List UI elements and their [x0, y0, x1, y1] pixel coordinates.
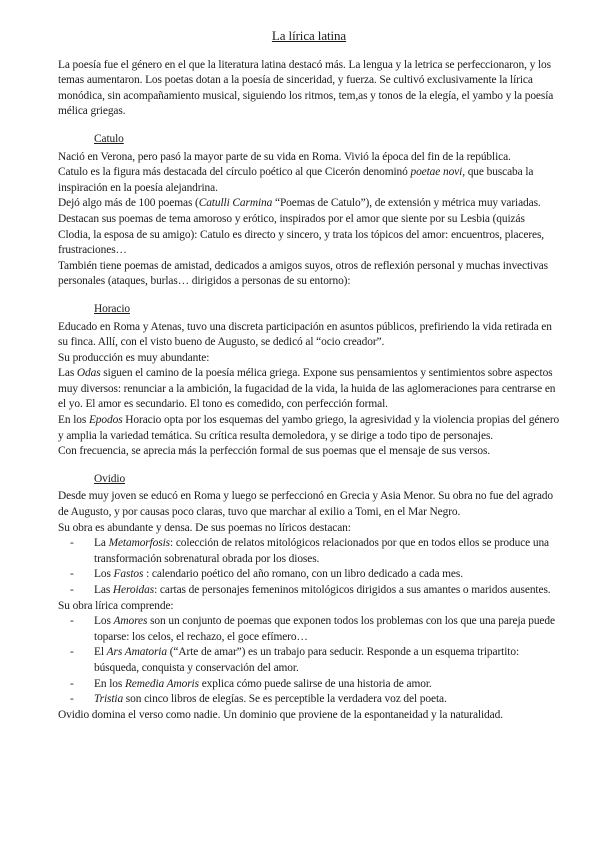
- list-item: - En los Remedia Amoris explica cómo puede salirse de una historia de amor.: [94, 677, 560, 693]
- horacio-paragraph-1: Educado en Roma y Atenas, tuvo una discreta participación en asuntos públicos, prefiriendo la vida retirada en su finca. Allí, con el visto bueno de Augusto, se dedicó al “ocio creador”.: [58, 320, 552, 349]
- list-item: - La Metamorfosis: colección de relatos mitológicos relacionados por que en todos ellos se produce una transformación sobrenatural obrada por los dioses.: [94, 536, 560, 567]
- ovidio-paragraph-2: Su obra es abundante y densa. De sus poemas no líricos destacan:: [58, 521, 351, 534]
- section-catulo: [58, 132, 560, 290]
- catulo-paragraph-2: Catulo es la figura más destacada del círculo poético al que Cicerón denominó poetae novi, que buscaba la inspiración en la poesía alejandrina.: [58, 166, 534, 194]
- ovidio-paragraph-3: Su obra lírica comprende:: [58, 599, 174, 612]
- section-heading-ovidio: Ovidio: [94, 472, 126, 485]
- horacio-paragraph-3: Las Odas siguen el camino de la poesía mélica griega. Expone sus pensamientos y sentimientos sobre aspectos muy diversos: renunciar a la ambición, la fugacidad de la vida, la huida de las aglomeraciones para centrarse en el yo. El amor es secundario. El tono es comedido, con perfección formal.: [58, 367, 556, 411]
- section-heading-horacio: Horacio: [94, 302, 130, 315]
- document-title: La lírica latina: [271, 28, 347, 43]
- section-ovidio: [58, 472, 560, 724]
- catulo-paragraph-1: Nació en Verona, pero pasó la mayor parte de su vida en Roma. Vivió la época del fin de la república.: [58, 150, 511, 163]
- list-item: - Tristia son cinco libros de elegías. Se es perceptible la verdadera voz del poeta.: [94, 692, 560, 708]
- horacio-paragraph-5: Con frecuencia, se aprecia más la perfección formal de sus poemas que el mensaje de sus versos.: [58, 445, 491, 458]
- ovidio-lyric-list: [58, 614, 560, 708]
- horacio-paragraph-4: En los Epodos Horacio opta por los esquemas del yambo griego, la agresividad y la violencia propias del género y amplia la variedad temática. Su crítica resulta demoledora, y se dirige a todo tipo de personajes.: [58, 414, 560, 442]
- list-item: - Los Amores son un conjunto de poemas que exponen todos los problemas con los que una pareja puede toparse: los celos, el rechazo, el goce efímero…: [94, 614, 560, 645]
- catulo-paragraph-5: También tiene poemas de amistad, dedicados a amigos suyos, otros de reflexión personal y muchas invectivas personales (ataques, burlas… dirigidos a personas de su entorno):: [58, 259, 548, 288]
- catulo-paragraph-4: Destacan sus poemas de tema amoroso y erótico, inspirados por el amor que siente por su Lesbia (quizás Clodia, la esposa de su amigo): Catulo es directo y sincero, y trata los tópicos del amor: encuentros, placeres, frustraciones…: [58, 212, 545, 257]
- list-item: - Los Fastos : calendario poético del año romano, con un libro dedicado a cada mes.: [94, 567, 560, 583]
- section-horacio: [58, 302, 560, 460]
- ovidio-paragraph-1: Desde muy joven se educó en Roma y luego se perfeccionó en Grecia y Asia Menor. Su obra no fue del agrado de Augusto, y por causas poco claras, tuvo que marchar al exilio a Tomi, en el Mar Negro.: [58, 490, 553, 519]
- ovidio-paragraph-4: Ovidio domina el verso como nadie. Un dominio que proviene de la espontaneidad y la naturalidad.: [58, 708, 503, 721]
- list-item: - El Ars Amatoria (“Arte de amar”) es un trabajo para seducir. Responde a un esquema tripartito: búsqueda, conquista y conservación del amor.: [94, 645, 560, 676]
- ovidio-non-lyric-list: [58, 536, 560, 598]
- intro-paragraph: La poesía fue el género en el que la literatura latina destacó más. La lengua y la letrica se perfeccionaron, y los temas aumentaron. Los poetas dotan a la poesía de sinceridad, y fuerza. Se cultivó exclusivamente la lírica monódica, sin acompañamiento musical, siguiendo los ritmos, tem,as y tonos de la elegía, el yambo y la poesía mélica griegas.: [58, 58, 554, 118]
- horacio-paragraph-2: Su producción es muy abundante:: [58, 351, 210, 364]
- list-item: - Las Heroidas: cartas de personajes femeninos mitológicos dirigidos a sus amantes o maridos ausentes.: [94, 583, 560, 599]
- section-heading-catulo: Catulo: [94, 132, 124, 145]
- catulo-paragraph-3: Dejó algo más de 100 poemas (Catulli Carmina “Poemas de Catulo”), de extensión y métrica muy variadas.: [58, 197, 541, 210]
